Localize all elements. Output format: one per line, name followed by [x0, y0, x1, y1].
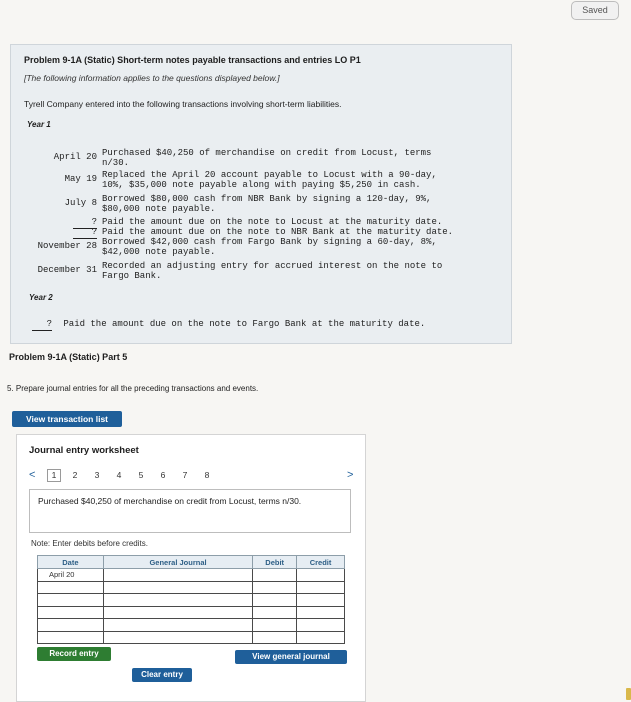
page-6-tab[interactable]: 6 [160, 470, 166, 480]
credit-cell[interactable] [297, 631, 345, 644]
transaction-date [11, 228, 97, 239]
debit-cell[interactable] [253, 631, 297, 644]
date-cell[interactable] [38, 631, 104, 644]
date-blank: ? [32, 320, 52, 331]
debit-cell[interactable] [253, 606, 297, 619]
transaction-date: December 31 [37, 265, 97, 275]
debit-cell[interactable] [253, 569, 297, 582]
account-cell[interactable] [103, 619, 252, 632]
prev-page-icon[interactable]: < [29, 469, 36, 481]
journal-table [37, 555, 345, 644]
problem-panel [10, 44, 512, 344]
scrollbar-edge [626, 688, 631, 700]
column-date: Date [38, 556, 104, 569]
transaction-year2-text: Paid the amount due on the note to Fargo Bank at the maturity date. [63, 319, 426, 329]
debit-cell[interactable] [253, 594, 297, 607]
page-7-tab[interactable]: 7 [182, 470, 188, 480]
transaction-date: April 20 [53, 152, 97, 162]
transaction-text: Recorded an adjusting entry for accrued interest on the note to Fargo Bank. [102, 261, 443, 281]
date-cell[interactable] [38, 606, 104, 619]
table-row [38, 619, 345, 632]
journal-entry-worksheet [16, 434, 366, 702]
date-blank: ? [73, 228, 97, 239]
column-credit: Credit [297, 556, 345, 569]
part-title: Problem 9-1A (Static) Part 5 [9, 352, 128, 362]
credit-cell[interactable] [297, 569, 345, 582]
account-cell[interactable] [103, 594, 252, 607]
page-4-tab[interactable]: 4 [116, 470, 122, 480]
credit-cell[interactable] [297, 594, 345, 607]
page-1-tab[interactable]: 1 [47, 469, 61, 482]
transaction-text: Paid the amount due on the note to NBR Bank at the maturity date. [102, 227, 454, 237]
credit-cell[interactable] [297, 619, 345, 632]
table-row [38, 606, 345, 619]
page-2-tab[interactable]: 2 [72, 470, 78, 480]
transaction-text: Paid the amount due on the note to Locust at the maturity date. [102, 217, 443, 227]
date-blank: ? [73, 218, 97, 229]
column-debit: Debit [253, 556, 297, 569]
info-note: [The following information applies to the questions displayed below.] [24, 73, 280, 83]
worksheet-title: Journal entry worksheet [29, 445, 139, 456]
year2-label: Year 2 [29, 293, 53, 302]
transaction-date: May 19 [64, 174, 97, 184]
year1-label: Year 1 [27, 120, 51, 129]
clear-entry-button[interactable]: Clear entry [132, 668, 192, 682]
transaction-text: Borrowed $80,000 cash from NBR Bank by signing a 120-day, 9%, $80,000 note payable. [102, 194, 432, 214]
entry-pager [29, 469, 357, 483]
transaction-date: July 8 [64, 198, 97, 208]
saved-status-button[interactable]: Saved [571, 1, 619, 20]
column-general-journal: General Journal [103, 556, 252, 569]
problem-title: Problem 9-1A (Static) Short-term notes payable transactions and entries LO P1 [24, 55, 361, 65]
page-3-tab[interactable]: 3 [94, 470, 100, 480]
account-cell[interactable] [103, 606, 252, 619]
record-entry-button[interactable]: Record entry [37, 647, 111, 661]
next-page-icon[interactable]: > [347, 469, 354, 481]
problem-intro: Tyrell Company entered into the following transactions involving short-term liabilities. [24, 99, 342, 109]
credit-cell[interactable] [297, 581, 345, 594]
transaction-date: November 28 [37, 241, 97, 251]
account-cell[interactable] [103, 631, 252, 644]
page-8-tab[interactable]: 8 [204, 470, 210, 480]
transaction-year2 [32, 320, 425, 331]
page-5-tab[interactable]: 5 [138, 470, 144, 480]
debit-cell[interactable] [253, 581, 297, 594]
part-instruction: 5. Prepare journal entries for all the preceding transactions and events. [7, 384, 259, 393]
table-row [38, 594, 345, 607]
transaction-text: Replaced the April 20 account payable to Locust with a 90-day, 10%, $35,000 note payable along with paying $5,250 in cash. [102, 170, 437, 190]
transaction-description: Purchased $40,250 of merchandise on credit from Locust, terms n/30. [38, 496, 302, 506]
account-cell[interactable] [103, 581, 252, 594]
date-cell[interactable] [38, 619, 104, 632]
table-row [38, 631, 345, 644]
table-row [38, 581, 345, 594]
account-cell[interactable] [103, 569, 252, 582]
transaction-text: Borrowed $42,000 cash from Fargo Bank by signing a 60-day, 8%, $42,000 note payable. [102, 237, 437, 257]
debit-cell[interactable] [253, 619, 297, 632]
table-row [38, 569, 345, 582]
view-general-journal-button[interactable]: View general journal [235, 650, 347, 664]
date-cell[interactable] [38, 581, 104, 594]
date-cell[interactable] [38, 594, 104, 607]
transaction-description-box [29, 489, 351, 533]
view-transaction-list-button[interactable]: View transaction list [12, 411, 122, 427]
transaction-text: Purchased $40,250 of merchandise on credit from Locust, terms n/30. [102, 148, 432, 168]
date-cell[interactable]: April 20 [38, 569, 104, 582]
credit-cell[interactable] [297, 606, 345, 619]
debits-note: Note: Enter debits before credits. [31, 539, 148, 548]
